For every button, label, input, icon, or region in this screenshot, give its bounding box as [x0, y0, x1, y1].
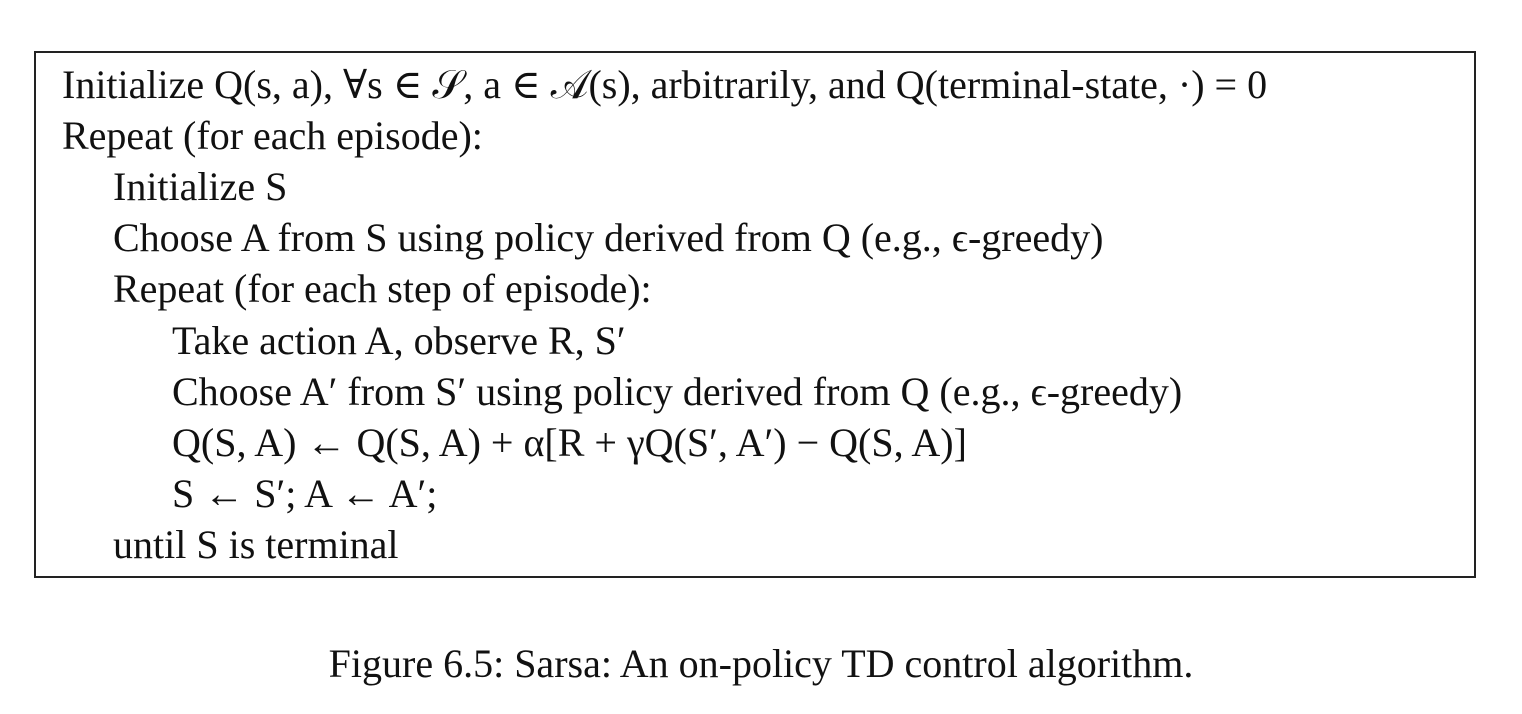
algorithm-line-s-update: S ← S′; A ← A′; — [172, 471, 438, 516]
algorithm-line-choose-a-prime: Choose A′ from S′ using policy derived from Q (e.g., ϵ-greedy) — [172, 369, 1183, 414]
algorithm-line-initialize-s: Initialize S — [113, 164, 288, 209]
algorithm-line-take-action: Take action A, observe R, S′ — [172, 318, 626, 363]
algorithm-line-repeat-episode: Repeat (for each episode): — [62, 113, 483, 158]
algorithm-line-until-terminal: until S is terminal — [113, 522, 399, 567]
figure-caption: Figure 6.5: Sarsa: An on-policy TD control algorithm. — [328, 641, 1194, 686]
algorithm-box — [34, 51, 1476, 578]
algorithm-line-repeat-step: Repeat (for each step of episode): — [113, 266, 652, 311]
algorithm-line-q-update: Q(S, A) ← Q(S, A) + α[R + γQ(S′, A′) − Q(S, A)] — [172, 420, 967, 465]
algorithm-line-initialize-q: Initialize Q(s, a), ∀s ∈ 𝒮, a ∈ 𝒜(s), arbitrarily, and Q(terminal-state, ·) = 0 — [62, 62, 1268, 107]
algorithm-line-choose-a: Choose A from S using policy derived from Q (e.g., ϵ-greedy) — [113, 215, 1104, 260]
